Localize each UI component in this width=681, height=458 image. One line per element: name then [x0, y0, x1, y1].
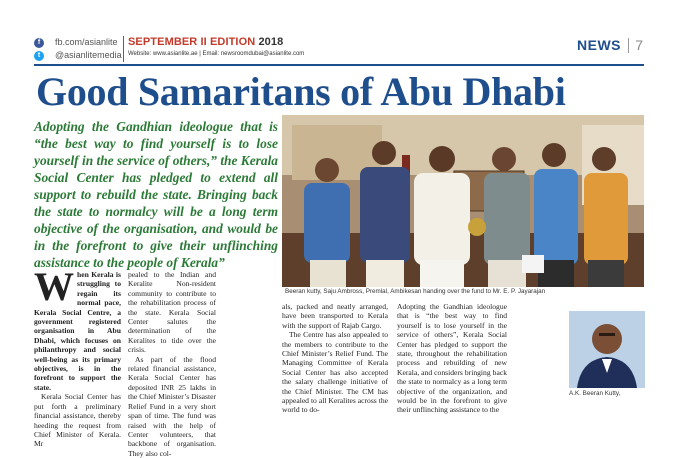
body-column-2 [128, 270, 216, 458]
twitter-link[interactable] [34, 49, 122, 62]
facebook-icon: f [34, 38, 44, 48]
photo-caption: Beeran kutty, Saju Ambross, Premlal, Ambikesan handing over the fund to Mr. E. P. Jayarajan [285, 288, 546, 295]
page-number: 7 [635, 37, 643, 53]
twitter-icon: t [34, 51, 44, 61]
portrait-photo [569, 311, 645, 388]
article-photo [282, 115, 644, 287]
facebook-link[interactable] [34, 36, 122, 49]
paragraph: Adopting the Gandhian ideologue that is “the best way to find yourself is to lose yourself in the service of others”, Kerala Social Center has pledged to support the state, throughout the rehabilitation process and rebuilding of new Kerala, and considers bringing back the state to normalcy as a long term objective of the organization, and would be in the forefront to give their unflinching assistance to the [397, 302, 507, 415]
section-label: NEWS [577, 37, 621, 53]
website-line: Website: www.asianlite.ae | Email: newsroomdubai@asianlite.com [128, 51, 305, 57]
paragraph: As part of the flood related financial assistance, Kerala Social Center has deposited INR 25 lakhs in the Chief Minister’s Disaster Relief Fund in a very short span of time. The fund was raised with the help of Center volunteers, that backbone of organisation. They also col- [128, 354, 216, 458]
article-headline: Good Samaritans of Abu Dhabi [36, 69, 566, 114]
paragraph: pealed to the Indian and Keralite Non-resident community to contribute to the rehabilitation process of the state. Kerala Social Center salutes the determination of the Keralites to tide over the crisis. [128, 270, 216, 355]
memento-plaque [468, 218, 486, 236]
paragraph: als, packed and neatly arranged, have been transported to Kerala with the support of Rajab Cargo. [282, 302, 388, 330]
body-column-1 [34, 264, 121, 449]
drop-cap: W [34, 264, 74, 309]
body-column-3 [282, 302, 388, 415]
edition-label: SEPTEMBER II EDITION [128, 36, 256, 48]
envelope [522, 255, 544, 273]
header-divider [123, 36, 124, 62]
facebook-handle: fb.com/asianlite [55, 37, 118, 47]
edition-block [128, 36, 304, 57]
edition-year: 2018 [258, 36, 284, 48]
body-column-4 [397, 302, 507, 415]
twitter-handle: @asianlitemedia [55, 50, 122, 60]
lead-paragraph: hen Kerala is struggling to regain its normal pace, Kerala Social Centre, a government registered organisation in Abu Dhabi, which focuses on philanthropy and social well-being as its primary objectives, is in the forefront to support the state. [34, 270, 121, 392]
paragraph: Kerala Social Center has put forth a preliminary financial assistance, thereby heeding the request from Chief Minister of Kerala. Mr [34, 392, 121, 449]
paragraph: The Centre has also appealed to the members to contribute to the Chief Minister’s Relief Fund. The Managing Committee of Kerala Social Center has also accepted the salary challenge initiative of the Chief Minister. The CM has appealed to all Keralites across the world to do- [282, 330, 388, 415]
header-rule [34, 64, 644, 66]
page-number-divider [628, 38, 629, 53]
social-links [34, 36, 122, 62]
article-standfirst: Adopting the Gandhian ideologue that is “the best way to find yourself is to lose yourself in the service of others,” the Kerala Social Center has pledged to extend all support to rebuild the state. Bringing back the state to normalcy will be a long term objective of the organisation, and would be in the forefront to give their unflinching assistance to the people of Kerala” [34, 119, 278, 270]
portrait-caption: A.K. Beeran Kutty, [569, 390, 621, 397]
page-header [0, 0, 681, 66]
